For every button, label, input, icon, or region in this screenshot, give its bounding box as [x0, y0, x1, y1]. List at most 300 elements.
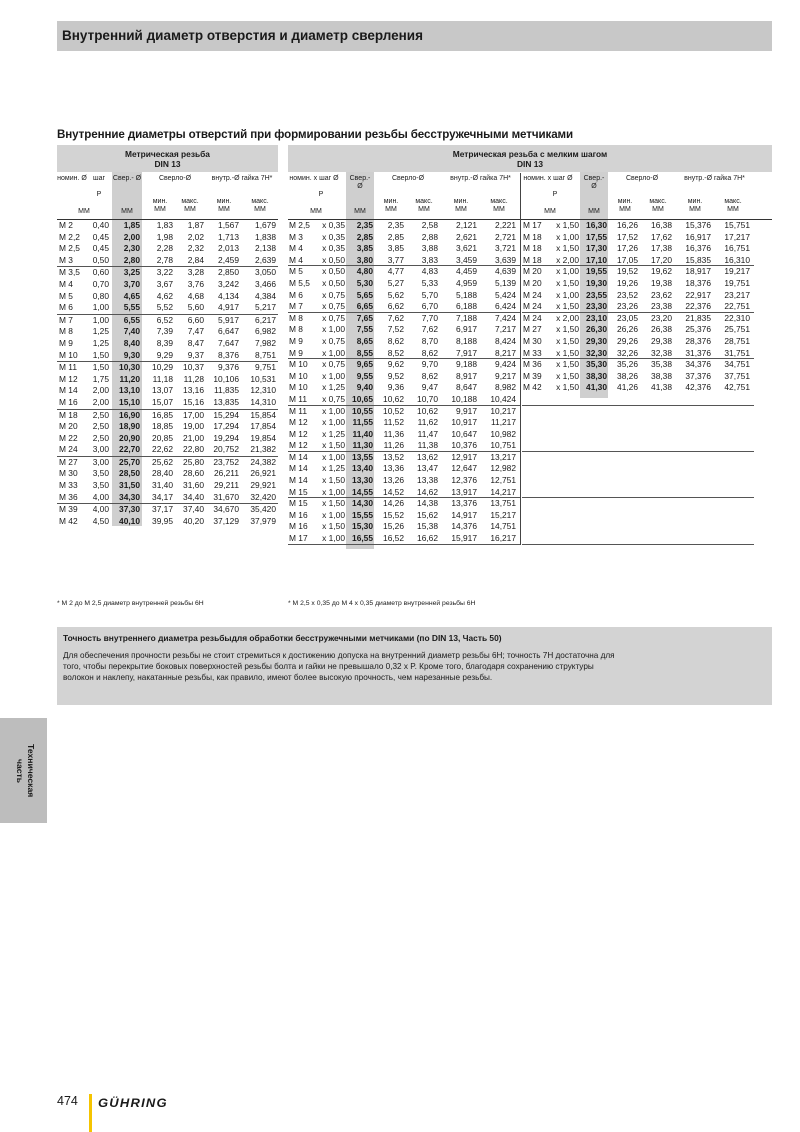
drill-max-cell: 23,62: [651, 289, 672, 300]
nut-min-cell: 2,013: [218, 243, 239, 254]
drill-min-cell: 3,22: [156, 267, 173, 278]
drill-max-cell: 38,38: [651, 370, 672, 381]
col-header-min: мин.: [687, 198, 703, 205]
drill-min-cell: 17,05: [617, 254, 638, 265]
table-row: [288, 440, 772, 452]
note-line: волокон и наклепу, накатанные резьбы, как правило, имеют более высокую прочность, чем нарезанные резьбы.: [63, 673, 493, 683]
header-banner: [57, 21, 772, 51]
nut-min-cell: 8,917: [456, 370, 477, 381]
pitch-cell: 3,00: [92, 456, 109, 467]
side-tab-label: [12, 728, 36, 814]
note-body: [63, 650, 766, 684]
nut-min-cell: 1,713: [218, 231, 239, 242]
drill-max-cell: 6,60: [187, 314, 204, 325]
col-header-nut: внутр.-Ø гайка 7H*: [684, 175, 745, 182]
unit-label: MM: [619, 206, 631, 213]
drill-min-cell: 5,52: [156, 302, 173, 313]
drill-cell: 29,30: [586, 335, 607, 346]
col-header-min: мин.: [617, 198, 633, 205]
nut-min-cell: 21,835: [685, 312, 711, 323]
nut-max-cell: 10,751: [490, 440, 516, 451]
drill-max-cell: 29,38: [651, 335, 672, 346]
col-header-nominal: номин. x шаг Ø: [289, 175, 339, 182]
nominal-cell: M 24: [59, 444, 78, 455]
col-header-p: P: [552, 191, 558, 198]
table-row: [57, 433, 278, 445]
table-row: [288, 336, 772, 348]
col-header-nut: внутр.-Ø гайка 7H*: [211, 175, 273, 182]
nominal-cell: M 30: [59, 468, 78, 479]
nut-max-cell: 1,838: [255, 231, 276, 242]
drill-cell: 6,65: [356, 301, 373, 312]
nut-max-cell: 8,217: [495, 347, 516, 358]
nut-min-cell: 3,459: [456, 254, 477, 265]
pitch-cell: x 0,75: [322, 393, 345, 404]
drill-cell: 4,80: [356, 266, 373, 277]
pitch-cell: x 1,50: [556, 382, 579, 393]
nominal-cell: M 4: [59, 278, 73, 289]
nut-min-cell: 13,376: [451, 498, 477, 509]
nut-max-cell: 16,217: [490, 533, 516, 544]
drill-min-cell: 15,26: [383, 521, 404, 532]
drill-min-cell: 41,26: [617, 382, 638, 393]
drill-cell: 17,10: [586, 254, 607, 265]
nominal-cell: M 20: [523, 266, 542, 277]
drill-cell: 10,30: [119, 362, 140, 373]
page-number: 474: [57, 1094, 78, 1108]
table-header: [288, 172, 772, 220]
nominal-cell: M 14: [289, 475, 308, 486]
nut-min-cell: 6,647: [218, 326, 239, 337]
nut-max-cell: 35,420: [250, 504, 276, 515]
drill-cell: 10,65: [352, 393, 373, 404]
nut-max-cell: 22,310: [724, 312, 750, 323]
drill-cell: 16,30: [586, 220, 607, 230]
drill-max-cell: 21,00: [183, 432, 204, 443]
nominal-cell: M 18: [59, 409, 78, 420]
drill-max-cell: 7,70: [421, 312, 438, 323]
drill-cell: 2,35: [356, 220, 373, 230]
nut-min-cell: 10,188: [451, 393, 477, 404]
nut-min-cell: 13,917: [451, 486, 477, 497]
drill-cell: 13,40: [352, 463, 373, 474]
nut-min-cell: 15,835: [685, 254, 711, 265]
drill-max-cell: 25,80: [183, 456, 204, 467]
nominal-cell: M 7: [59, 314, 73, 325]
col-header-max: макс.: [649, 198, 667, 205]
nut-max-cell: 6,217: [255, 314, 276, 325]
drill-min-cell: 37,17: [152, 504, 173, 515]
drill-min-cell: 9,62: [387, 359, 404, 370]
row-divider: [522, 544, 754, 545]
table-row: [57, 410, 278, 422]
drill-min-cell: 13,36: [383, 463, 404, 474]
nut-max-cell: 15,751: [724, 220, 750, 230]
nominal-cell: M 27: [59, 456, 78, 467]
nut-min-cell: 10,917: [451, 417, 477, 428]
drill-max-cell: 16,38: [651, 220, 672, 230]
drill-min-cell: 20,85: [152, 432, 173, 443]
pitch-cell: x 2,00: [556, 254, 579, 265]
pitch-cell: x 1,00: [322, 405, 345, 416]
pitch-cell: x 1,50: [556, 243, 579, 254]
pitch-cell: x 0,75: [322, 289, 345, 300]
drill-max-cell: 32,38: [651, 347, 672, 358]
col-header-max: макс.: [181, 198, 199, 205]
drill-min-cell: 3,85: [387, 243, 404, 254]
nut-min-cell: 25,376: [685, 324, 711, 335]
nut-min-cell: 7,188: [456, 312, 477, 323]
drill-max-cell: 2,58: [421, 220, 438, 230]
table-row: [288, 417, 772, 429]
drill-max-cell: 23,38: [651, 301, 672, 312]
drill-cell: 18,90: [119, 421, 140, 432]
drill-max-cell: 17,38: [651, 243, 672, 254]
drill-cell: 19,30: [586, 277, 607, 288]
drill-max-cell: 11,62: [417, 417, 438, 428]
nut-max-cell: 15,854: [250, 409, 276, 420]
nut-min-cell: 22,376: [685, 301, 711, 312]
pitch-cell: x 1,00: [322, 451, 345, 462]
brand-bar: [89, 1094, 92, 1132]
table-row: [288, 220, 772, 232]
drill-cell: 20,90: [119, 432, 140, 443]
pitch-cell: x 1,50: [322, 440, 345, 451]
nut-min-cell: 14,376: [451, 521, 477, 532]
drill-max-cell: 15,16: [183, 396, 204, 407]
note-line: того, чтобы перекрытие боковых поверхностей резьбы болта и гайки не превышало 0,32 x P. Кроме того, благодаря сохранению структуры: [63, 662, 594, 672]
nut-max-cell: 6,424: [495, 301, 516, 312]
nut-min-cell: 18,917: [685, 266, 711, 277]
nominal-cell: M 24: [523, 301, 542, 312]
col-header-drill: Свер.- Ø: [583, 175, 605, 190]
drill-max-cell: 19,00: [183, 421, 204, 432]
pitch-cell: 2,00: [92, 385, 109, 396]
pitch-cell: x 1,00: [556, 289, 579, 300]
nut-min-cell: 15,376: [685, 220, 711, 230]
table-row: [57, 291, 278, 303]
unit-label: MM: [184, 206, 196, 213]
pitch-cell: 1,75: [92, 373, 109, 384]
drill-cell: 23,30: [586, 301, 607, 312]
unit-label: MM: [689, 206, 701, 213]
drill-min-cell: 13,26: [383, 475, 404, 486]
pitch-cell: x 1,50: [556, 335, 579, 346]
drill-min-cell: 1,83: [156, 220, 173, 230]
pitch-cell: 1,00: [92, 314, 109, 325]
pitch-cell: x 1,50: [556, 324, 579, 335]
drill-cell: 35,30: [586, 359, 607, 370]
drill-cell: 8,65: [356, 335, 373, 346]
drill-max-cell: 23,20: [651, 312, 672, 323]
pitch-cell: 3,50: [92, 480, 109, 491]
nominal-cell: M 14: [59, 385, 78, 396]
nominal-cell: M 2,5: [289, 220, 310, 230]
nut-max-cell: 2,639: [255, 254, 276, 265]
nut-max-cell: 5,139: [495, 277, 516, 288]
nominal-cell: M 22: [59, 432, 78, 443]
drill-max-cell: 37,40: [183, 504, 204, 515]
table-row: [288, 452, 772, 464]
drill-max-cell: 3,28: [187, 267, 204, 278]
nut-min-cell: 12,376: [451, 475, 477, 486]
drill-max-cell: 4,68: [187, 290, 204, 301]
drill-min-cell: 9,52: [387, 370, 404, 381]
table-row: [288, 382, 772, 394]
drill-min-cell: 4,62: [156, 290, 173, 301]
nominal-cell: M 33: [523, 347, 542, 358]
nominal-cell: M 2: [59, 220, 73, 230]
pitch-cell: x 1,00: [322, 370, 345, 381]
pitch-cell: x 1,25: [322, 463, 345, 474]
nut-max-cell: 24,382: [250, 456, 276, 467]
col-header-min: мин.: [383, 198, 399, 205]
drill-cell: 17,55: [586, 231, 607, 242]
drill-max-cell: 35,38: [651, 359, 672, 370]
nut-min-cell: 10,647: [451, 428, 477, 439]
drill-max-cell: 5,60: [187, 302, 204, 313]
nut-max-cell: 8,424: [495, 335, 516, 346]
drill-cell: 11,55: [352, 417, 373, 428]
nut-min-cell: 6,188: [456, 301, 477, 312]
table-row: [57, 444, 278, 457]
nominal-cell: M 6: [289, 289, 303, 300]
nominal-cell: M 4: [289, 254, 303, 265]
pitch-cell: 3,00: [92, 444, 109, 455]
col-header-min: мин.: [453, 198, 469, 205]
drill-cell: 3,85: [356, 243, 373, 254]
drill-min-cell: 7,39: [156, 326, 173, 337]
drill-max-cell: 3,76: [187, 278, 204, 289]
table-row: [57, 279, 278, 291]
drill-cell: 38,30: [586, 370, 607, 381]
drill-max-cell: 10,37: [183, 362, 204, 373]
drill-cell: 28,50: [119, 468, 140, 479]
pitch-cell: x 1,50: [556, 359, 579, 370]
drill-min-cell: 17,26: [617, 243, 638, 254]
drill-max-cell: 1,87: [187, 220, 204, 230]
nominal-cell: M 14: [289, 451, 308, 462]
pitch-cell: x 1,50: [556, 277, 579, 288]
nut-min-cell: 2,621: [456, 231, 477, 242]
nut-max-cell: 21,382: [250, 444, 276, 455]
col-header-max: макс.: [251, 198, 269, 205]
nut-max-cell: 17,854: [250, 421, 276, 432]
table-row: [288, 406, 772, 418]
nut-min-cell: 15,294: [213, 409, 239, 420]
table-row: [57, 350, 278, 363]
pitch-cell: x 1,50: [322, 498, 345, 509]
drill-min-cell: 2,78: [156, 254, 173, 265]
unit-label: MM: [218, 206, 230, 213]
nominal-cell: M 42: [59, 515, 78, 526]
drill-min-cell: 11,26: [383, 440, 404, 451]
nut-max-cell: 29,921: [250, 480, 276, 491]
drill-max-cell: 13,16: [183, 385, 204, 396]
table-row: [57, 397, 278, 410]
nominal-cell: M 20: [523, 277, 542, 288]
drill-min-cell: 4,77: [387, 266, 404, 277]
nut-max-cell: 28,751: [724, 335, 750, 346]
drill-cell: 32,30: [586, 347, 607, 358]
nominal-cell: M 11: [289, 405, 307, 416]
drill-cell: 15,10: [119, 396, 140, 407]
table-caption: [288, 145, 772, 172]
table-row: [288, 498, 772, 510]
table-row: [288, 232, 772, 244]
pitch-cell: 4,50: [92, 515, 109, 526]
col-header-min: мин.: [216, 198, 232, 205]
table-row: [288, 359, 772, 371]
nominal-cell: M 7: [289, 301, 303, 312]
table-row: [57, 374, 278, 386]
unit-label: MM: [78, 208, 90, 215]
drill-max-cell: 6,70: [421, 301, 438, 312]
drill-min-cell: 26,26: [617, 324, 638, 335]
table-row: [57, 516, 278, 528]
drill-min-cell: 11,52: [383, 417, 404, 428]
nut-min-cell: 29,211: [214, 480, 239, 491]
pitch-cell: x 1,00: [322, 347, 345, 358]
drill-max-cell: 28,60: [183, 468, 204, 479]
nut-min-cell: 8,188: [456, 335, 477, 346]
drill-min-cell: 9,36: [387, 382, 404, 393]
unit-label: MM: [254, 206, 266, 213]
drill-max-cell: 3,83: [421, 254, 438, 265]
pitch-cell: x 1,00: [322, 417, 345, 428]
nut-min-cell: 4,917: [218, 302, 239, 313]
drill-max-cell: 17,00: [183, 409, 204, 420]
unit-label: MM: [418, 206, 430, 213]
nominal-cell: M 12: [289, 428, 308, 439]
pitch-cell: x 0,75: [322, 312, 345, 323]
drill-min-cell: 5,27: [387, 277, 404, 288]
nut-max-cell: 3,721: [495, 243, 516, 254]
drill-cell: 11,40: [352, 428, 373, 439]
nominal-cell: M 24: [523, 312, 542, 323]
pitch-cell: 4,00: [92, 504, 109, 515]
drill-cell: 14,30: [352, 498, 373, 509]
drill-max-cell: 40,20: [183, 515, 204, 526]
footnote: * M 2,5 x 0,35 до M 4 x 0,35 диаметр внутренней резьбы 6H: [288, 600, 476, 607]
drill-cell: 10,55: [352, 405, 373, 416]
drill-max-cell: 8,62: [421, 347, 438, 358]
drill-min-cell: 2,28: [156, 243, 173, 254]
drill-max-cell: 10,62: [417, 405, 438, 416]
table-row: [57, 421, 278, 433]
nominal-cell: M 5: [59, 290, 73, 301]
nut-max-cell: 3,466: [255, 278, 276, 289]
drill-max-cell: 9,70: [421, 359, 438, 370]
drill-max-cell: 19,38: [651, 277, 672, 288]
drill-cell: 3,25: [123, 267, 140, 278]
nut-max-cell: 12,751: [490, 475, 516, 486]
nut-min-cell: 4,134: [218, 290, 239, 301]
nut-min-cell: 42,376: [685, 382, 711, 393]
nut-min-cell: 5,188: [456, 289, 477, 300]
drill-cell: 15,55: [352, 509, 373, 520]
side-tab-line: часть: [15, 758, 25, 784]
pitch-cell: x 1,50: [322, 475, 345, 486]
table-row: [57, 385, 278, 397]
drill-cell: 11,30: [352, 440, 373, 451]
nut-min-cell: 31,376: [685, 347, 711, 358]
nominal-cell: M 2,2: [59, 231, 80, 242]
drill-min-cell: 1,98: [156, 231, 173, 242]
section-side-tab[interactable]: [0, 718, 47, 823]
drill-min-cell: 9,29: [156, 349, 173, 360]
nut-max-cell: 10,217: [490, 405, 516, 416]
drill-cell: 3,80: [356, 254, 373, 265]
col-header-nominal: номин. Ø: [57, 175, 87, 182]
drill-cell: 2,80: [123, 254, 140, 265]
drill-max-cell: 9,47: [421, 382, 438, 393]
drill-min-cell: 28,40: [152, 468, 173, 479]
nominal-cell: M 9: [289, 335, 303, 346]
drill-min-cell: 5,62: [387, 289, 404, 300]
nut-min-cell: 3,621: [456, 243, 477, 254]
footnote: * M 2 до M 2,5 диаметр внутренней резьбы 6H: [57, 600, 204, 607]
drill-max-cell: 15,62: [417, 509, 438, 520]
pitch-cell: x 1,25: [322, 382, 345, 393]
table-row: [288, 313, 772, 325]
caption-line: Метрическая резьба с мелким шагом: [452, 149, 608, 159]
drill-max-cell: 2,88: [421, 231, 438, 242]
nut-min-cell: 20,752: [213, 444, 239, 455]
table-row: [57, 232, 278, 244]
drill-max-cell: 34,40: [183, 491, 204, 502]
pitch-cell: 0,45: [92, 231, 109, 242]
col-header-drill-range: Сверло-Ø: [391, 175, 425, 182]
drill-min-cell: 14,52: [383, 486, 404, 497]
nut-min-cell: 37,376: [685, 370, 711, 381]
nut-max-cell: 31,751: [724, 347, 750, 358]
nominal-cell: M 5: [289, 266, 303, 277]
drill-min-cell: 19,26: [617, 277, 638, 288]
drill-min-cell: 23,52: [617, 289, 638, 300]
pitch-cell: x 1,50: [556, 370, 579, 381]
pitch-cell: x 1,00: [556, 266, 579, 277]
nominal-cell: M 36: [523, 359, 542, 370]
drill-min-cell: 14,26: [383, 498, 404, 509]
table-row: [288, 266, 772, 278]
pitch-cell: 2,50: [92, 432, 109, 443]
note-line: Для обеспечения прочности резьбы не стоит стремиться к достижению допуска на внутренний диаметр резьбы 6H; точность 7H достаточна для: [63, 651, 615, 660]
nut-min-cell: 15,917: [451, 533, 477, 544]
drill-max-cell: 9,37: [187, 349, 204, 360]
table-row: [57, 267, 278, 279]
drill-cell: 3,70: [123, 278, 140, 289]
nut-min-cell: 26,211: [214, 468, 239, 479]
drill-max-cell: 5,33: [421, 277, 438, 288]
nut-max-cell: 13,751: [490, 498, 516, 509]
nut-max-cell: 4,639: [495, 266, 516, 277]
drill-cell: 37,30: [119, 504, 140, 515]
nut-min-cell: 16,376: [685, 243, 711, 254]
pitch-cell: 2,50: [92, 421, 109, 432]
drill-cell: 22,70: [119, 444, 140, 455]
drill-cell: 8,55: [356, 347, 373, 358]
nut-max-cell: 3,050: [255, 267, 276, 278]
pitch-cell: x 1,25: [322, 428, 345, 439]
pitch-cell: x 1,00: [322, 533, 345, 544]
nominal-cell: M 10: [289, 359, 308, 370]
unit-label: MM: [727, 206, 739, 213]
drill-max-cell: 13,47: [417, 463, 438, 474]
nut-min-cell: 12,647: [451, 463, 477, 474]
note-title: Точность внутреннего диаметра резьбыдля обработки бесстружечными метчиками (по DIN 13, Часть 50): [63, 633, 502, 643]
nut-min-cell: 16,917: [685, 231, 711, 242]
